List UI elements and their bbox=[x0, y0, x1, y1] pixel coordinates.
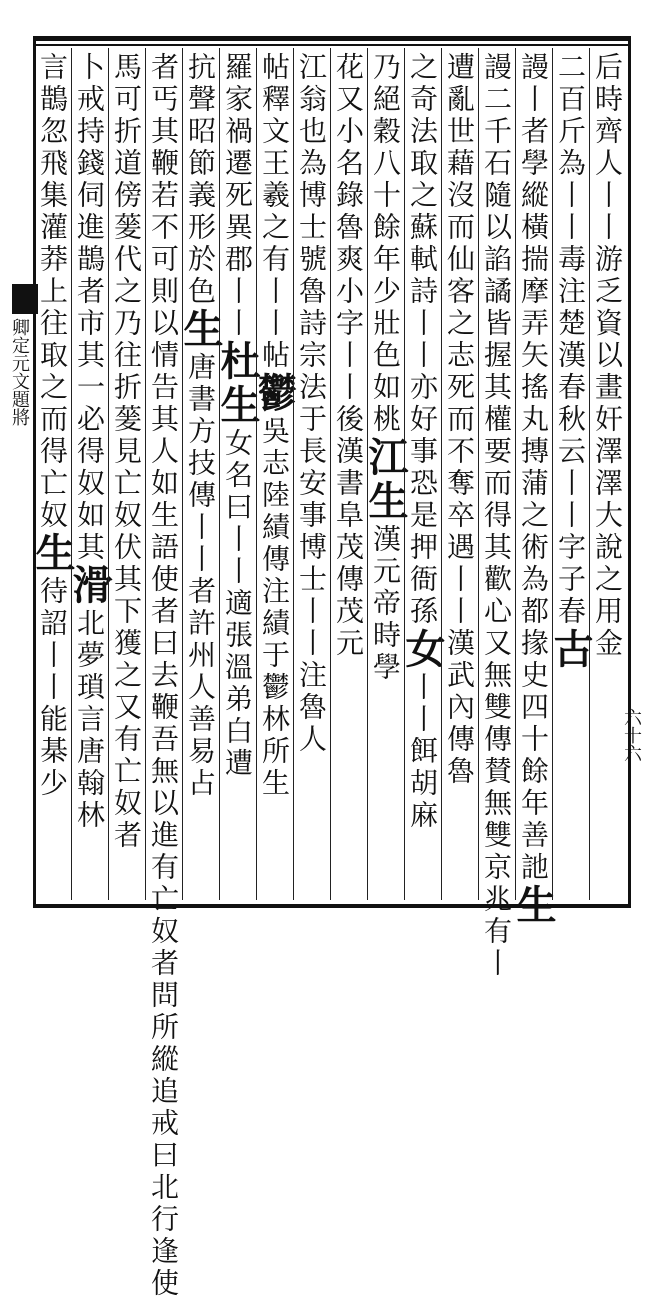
text-segment: 言鵲忽飛集灌莽上往取之而得亡奴 bbox=[36, 52, 69, 532]
text-segment: 京兆有丨 bbox=[480, 852, 513, 980]
text-column bbox=[441, 48, 478, 900]
entry-headword: 滑 bbox=[66, 564, 113, 608]
right-border-rule bbox=[628, 36, 631, 908]
text-segment: 乃絕穀八十餘年少壯色如桃 bbox=[369, 52, 402, 436]
entry-headword: 杜 bbox=[214, 340, 261, 384]
text-segment: 馬可折道傍蓌代之乃往折蓌見亡奴伏其下獲之又有亡奴者 bbox=[110, 52, 143, 852]
text-column bbox=[214, 48, 261, 900]
text-segment: 漢元帝時學 bbox=[369, 524, 402, 684]
entry-headword: 生 bbox=[214, 384, 261, 428]
text-column bbox=[108, 48, 145, 900]
text-segment: 羅家禍遷死異郡丨丨 bbox=[221, 52, 254, 340]
text-column bbox=[251, 48, 298, 900]
text-segment: 謾二千石隨以諂譎皆握其權要而得其歡心又無雙傳賛無雙 bbox=[480, 52, 513, 852]
text-segment: 吳志陸績傳注績于鬱林所生 bbox=[258, 416, 291, 800]
entry-headword: 生 bbox=[29, 532, 76, 576]
text-segment: 遭亂世藉沒而仙客之志死而不奪卒遇丨丨 bbox=[443, 52, 476, 628]
text-segment: 漢武內傳魯 bbox=[443, 628, 476, 788]
text-segment: 有亡奴者問所縱追戒曰北行逢使 bbox=[147, 852, 180, 1300]
top-border-inner-rule bbox=[34, 44, 630, 46]
text-column bbox=[362, 48, 409, 900]
text-segment: 唐書方技傳丨丨者許州人善易占 bbox=[184, 352, 217, 800]
text-segment: 北夢瑣言唐翰林 bbox=[73, 608, 106, 832]
text-segment: 卜戒持錢伺進鵲者市其一必得奴如其 bbox=[73, 52, 106, 564]
text-segment: 之奇法取之蘇軾詩丨丨亦好事恐是押衙孫 bbox=[406, 52, 439, 628]
text-segment: 謾丨者學縱橫揣摩弄矢搖丸摶蒲之術為都掾史四十餘年善訑 bbox=[517, 52, 550, 884]
entry-headword: 鬱 bbox=[251, 372, 298, 416]
entry-headword: 生 bbox=[177, 308, 224, 352]
entry-headword: 生 bbox=[510, 884, 557, 928]
page-number: 六十六 bbox=[621, 708, 642, 762]
text-segment: 帖釋文王羲之有丨丨帖 bbox=[258, 52, 291, 372]
text-column bbox=[510, 48, 557, 928]
text-segment: 于長安事博士丨丨注魯人 bbox=[295, 404, 328, 756]
text-segment: 二百斤為丨丨毒注楚漢春秋云丨丨字子春 bbox=[554, 52, 587, 628]
top-border-rule bbox=[34, 36, 630, 41]
text-column bbox=[29, 48, 76, 900]
entry-headword: 古 bbox=[547, 628, 594, 672]
entry-headword: 江 bbox=[362, 436, 409, 480]
text-segment: 者丐其鞭若不可則以情告其人如生語使者曰去鞭吾無以進 bbox=[147, 52, 180, 852]
text-segment: 待詔丨丨能棊少 bbox=[36, 576, 69, 800]
text-segment: 后時齊人丨丨游乏資以畫奸澤澤大說之用金 bbox=[591, 52, 624, 660]
text-column bbox=[478, 48, 515, 980]
gutter-title: 卿定元文題將 bbox=[9, 318, 30, 426]
text-segment: 抗聲昭節義形於色 bbox=[184, 52, 217, 308]
text-column bbox=[66, 48, 113, 900]
text-column bbox=[145, 48, 182, 1300]
text-column bbox=[589, 48, 626, 900]
text-column bbox=[399, 48, 446, 900]
text-segment: 女名曰丨丨適張溫弟白遭 bbox=[221, 428, 254, 780]
text-column bbox=[177, 48, 224, 900]
text-column bbox=[547, 48, 594, 900]
text-segment: 江翁也為博士號魯詩宗法 bbox=[295, 52, 328, 404]
text-column bbox=[293, 48, 330, 900]
entry-headword: 女 bbox=[399, 628, 446, 672]
text-columns bbox=[29, 48, 626, 1300]
entry-headword: 生 bbox=[362, 480, 409, 524]
text-segment: 花又小名錄魯爽小字丨丨 bbox=[332, 52, 365, 404]
text-segment: 丨丨餌胡麻 bbox=[406, 672, 439, 832]
text-segment: 後漢書阜茂傳茂元 bbox=[332, 404, 365, 660]
